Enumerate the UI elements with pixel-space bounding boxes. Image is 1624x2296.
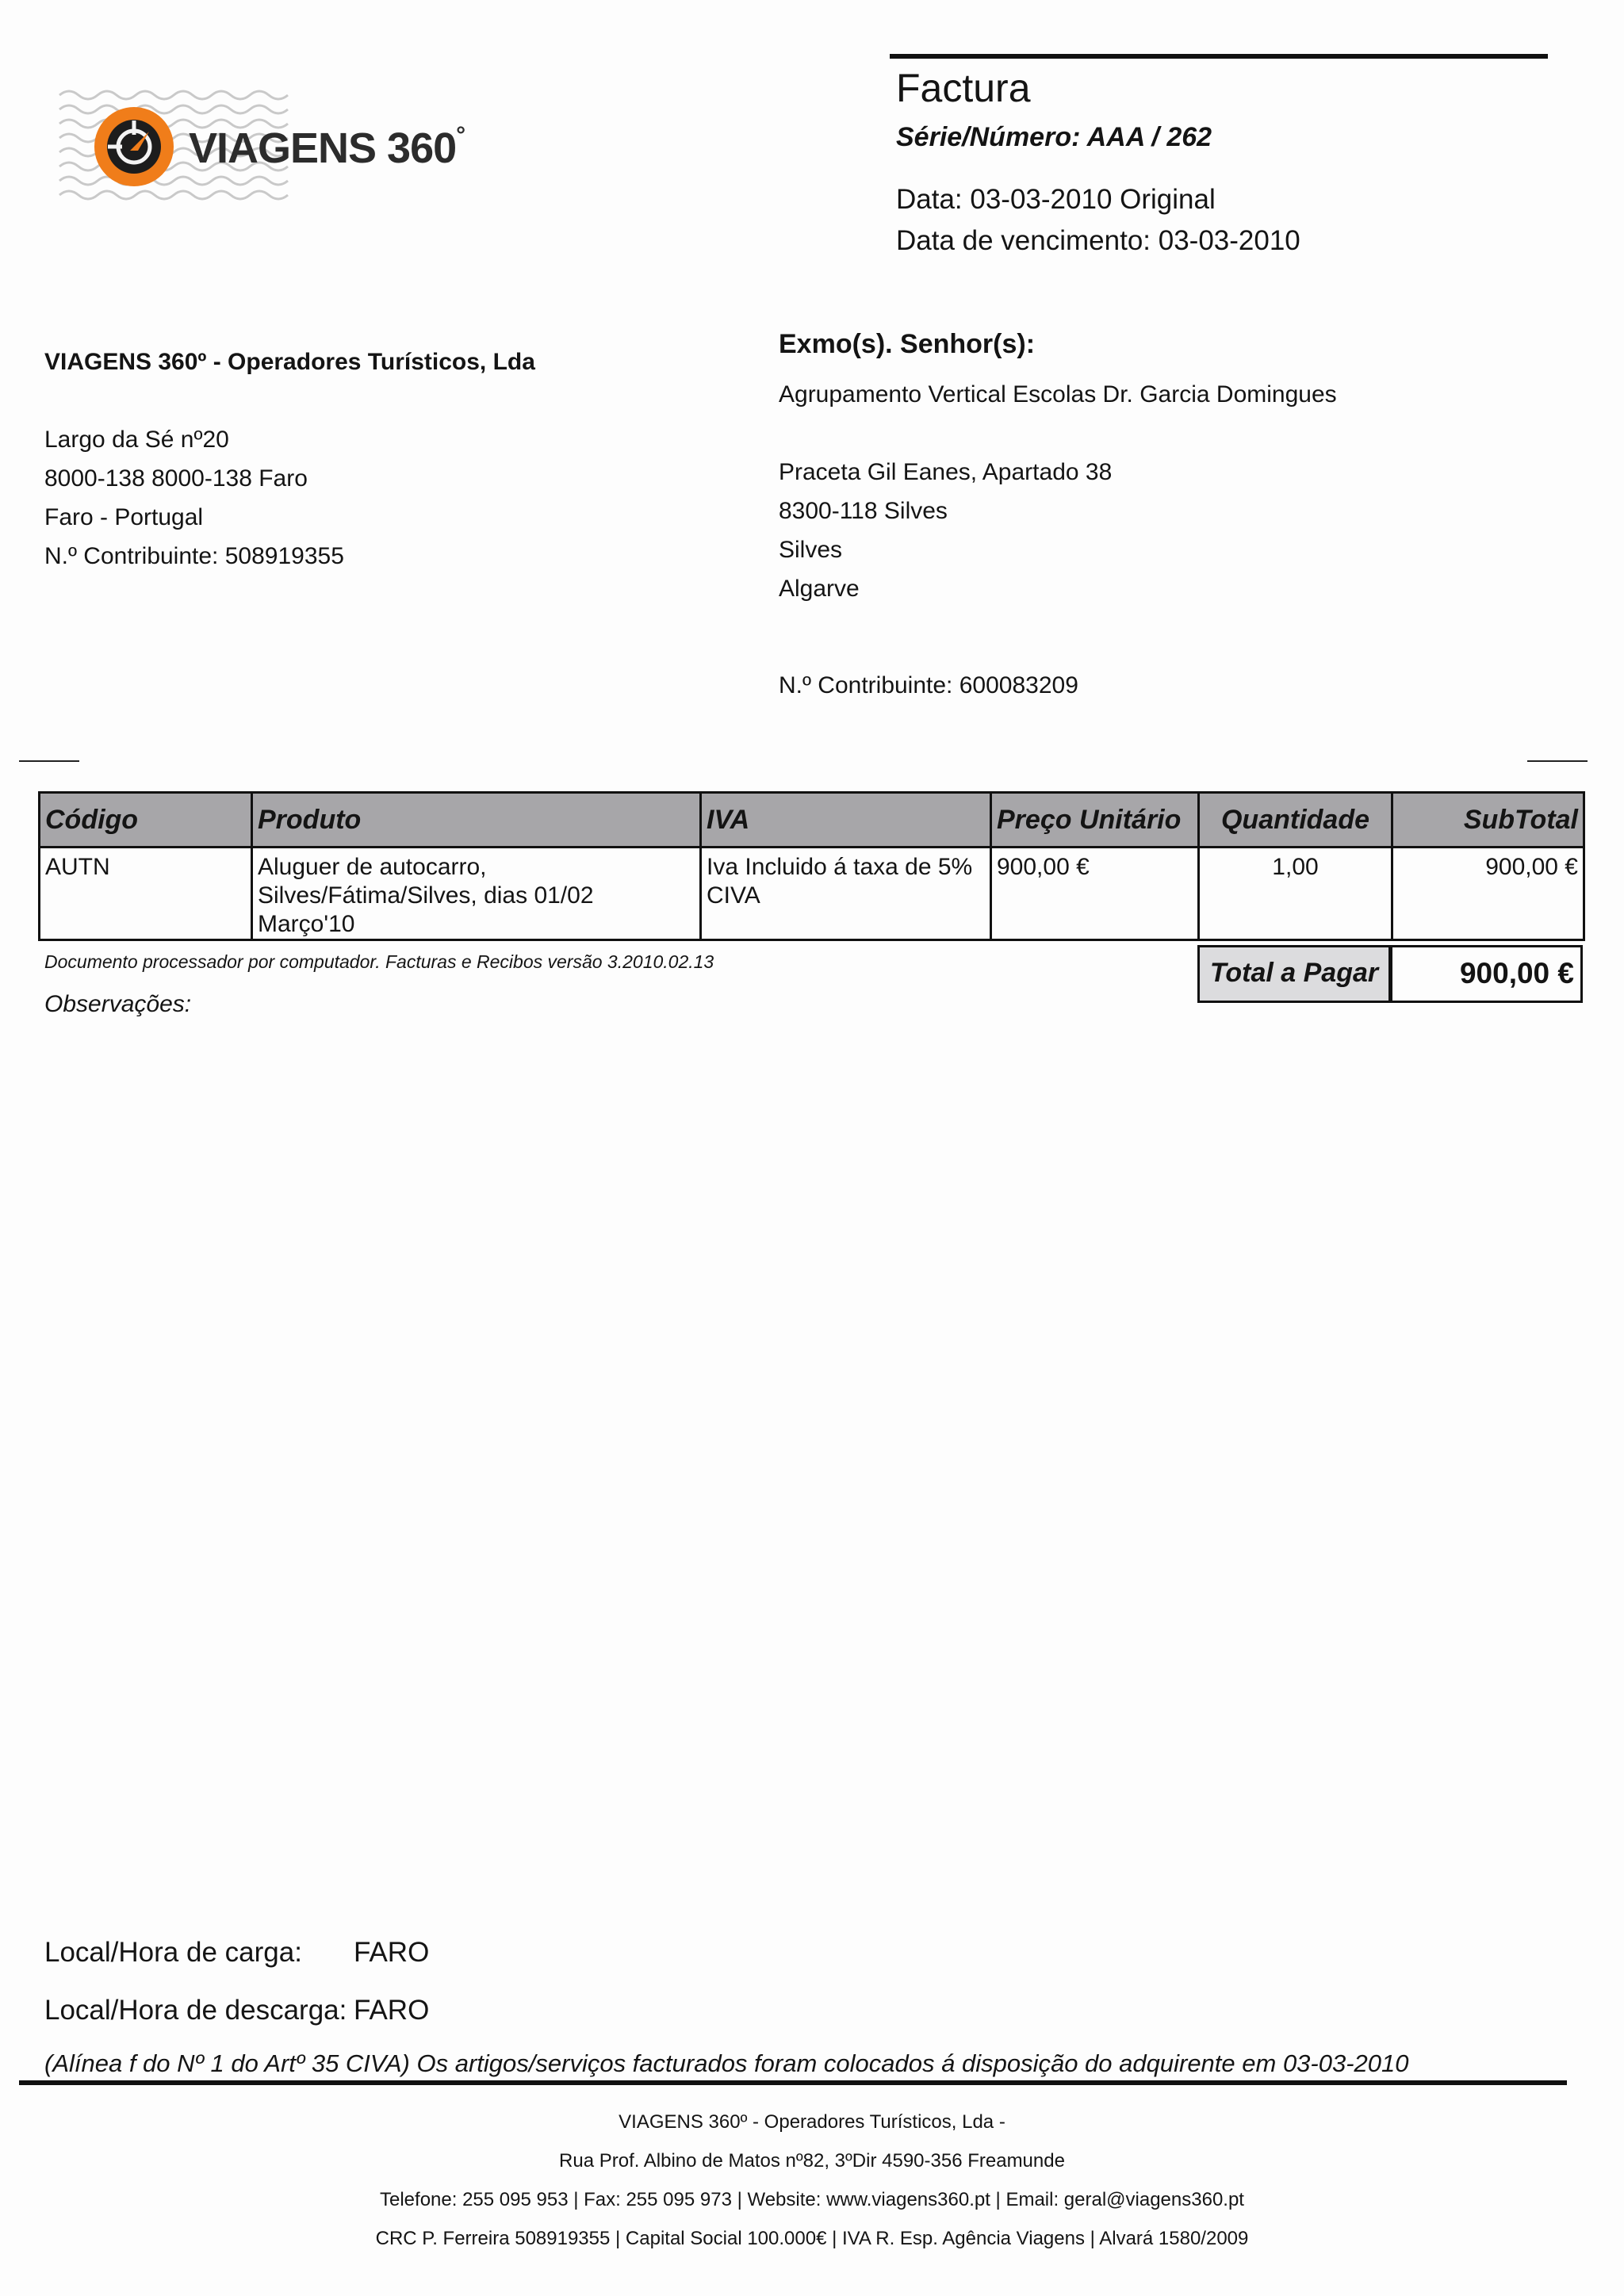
client-tax-id: N.º Contribuinte: 600083209 bbox=[779, 672, 1078, 698]
product-line: Aluguer de autocarro, bbox=[258, 854, 487, 880]
cell-quantity: 1,00 bbox=[1199, 848, 1392, 940]
invoice-title: Factura bbox=[896, 66, 1031, 110]
logo-wordmark: VIAGENS 360° bbox=[189, 122, 465, 172]
column-header-product: Produto bbox=[252, 793, 701, 848]
vat-line: CIVA bbox=[707, 882, 760, 909]
vat-line: Iva Incluido á taxa de 5% bbox=[707, 854, 973, 880]
invoice-due-date: Data de vencimento: 03-03-2010 bbox=[896, 225, 1300, 256]
total-label: Total a Pagar bbox=[1197, 945, 1391, 1003]
product-line: Março'10 bbox=[258, 911, 355, 937]
total-value: 900,00 € bbox=[1390, 945, 1583, 1003]
column-header-code: Código bbox=[40, 793, 252, 848]
sender-tax-id: N.º Contribuinte: 508919355 bbox=[44, 543, 344, 569]
sender-name: VIAGENS 360º - Operadores Turísticos, Lda bbox=[44, 349, 535, 375]
client-address-line: Algarve bbox=[779, 576, 860, 602]
invoice-series-number: Série/Número: AAA / 262 bbox=[896, 122, 1212, 152]
sender-address-line: Largo da Sé nº20 bbox=[44, 427, 229, 453]
client-name: Agrupamento Vertical Escolas Dr. Garcia Domingues bbox=[779, 381, 1337, 408]
cell-vat bbox=[701, 848, 991, 940]
footer bbox=[0, 2103, 1624, 2258]
observations-label: Observações: bbox=[44, 991, 192, 1017]
footer-line: Telefone: 255 095 953 | Fax: 255 095 973 | Website: www.viagens360.pt | Email: geral@viagens360.pt bbox=[380, 2189, 1244, 2210]
unload-location-label: Local/Hora de descarga: bbox=[44, 1995, 347, 2026]
load-location-label: Local/Hora de carga: bbox=[44, 1937, 302, 1968]
document-note: Documento processador por computador. Facturas e Recibos versão 3.2010.02.13 bbox=[44, 951, 714, 972]
unload-location-value: FARO bbox=[354, 1995, 430, 2026]
column-header-vat: IVA bbox=[701, 793, 991, 848]
invoice-date: Data: 03-03-2010 Original bbox=[896, 184, 1216, 215]
invoice-header-rule bbox=[890, 54, 1548, 59]
legal-note: (Alínea f do Nº 1 do Artº 35 CIVA) Os artigos/serviços facturados foram colocados á disposição do adquirente em 03-03-2010 bbox=[44, 2049, 1409, 2077]
cell-subtotal: 900,00 € bbox=[1392, 848, 1584, 940]
fold-mark-left bbox=[19, 760, 79, 762]
product-line: Silves/Fátima/Silves, dias 01/02 bbox=[258, 882, 594, 909]
load-location-value: FARO bbox=[354, 1937, 430, 1968]
cell-product bbox=[252, 848, 701, 940]
cell-code: AUTN bbox=[40, 848, 252, 940]
fold-mark-right bbox=[1527, 760, 1588, 762]
footer-line: Rua Prof. Albino de Matos nº82, 3ºDir 4590-356 Freamunde bbox=[559, 2150, 1065, 2172]
items-table bbox=[38, 791, 1585, 941]
client-heading: Exmo(s). Senhor(s): bbox=[779, 329, 1036, 359]
table-row bbox=[40, 848, 1584, 940]
client-address-line: 8300-118 Silves bbox=[779, 498, 948, 524]
column-header-quantity: Quantidade bbox=[1199, 793, 1392, 848]
client-block bbox=[779, 325, 1337, 705]
client-address-line: Silves bbox=[779, 537, 843, 563]
footer-rule bbox=[19, 2080, 1567, 2085]
column-header-unit-price: Preço Unitário bbox=[991, 793, 1199, 848]
company-logo bbox=[56, 79, 476, 214]
footer-line: VIAGENS 360º - Operadores Turísticos, Lda - bbox=[619, 2111, 1005, 2133]
sender-address-line: 8000-138 8000-138 Faro bbox=[44, 465, 308, 492]
sender-address-line: Faro - Portugal bbox=[44, 504, 204, 530]
column-header-subtotal: SubTotal bbox=[1392, 793, 1584, 848]
footer-line: CRC P. Ferreira 508919355 | Capital Social 100.000€ | IVA R. Esp. Agência Viagens | Alvará 1580/2009 bbox=[375, 2228, 1249, 2249]
table-header-row bbox=[40, 793, 1584, 848]
compass-icon bbox=[90, 103, 178, 190]
cell-unit-price: 900,00 € bbox=[991, 848, 1199, 940]
sender-block bbox=[44, 342, 535, 576]
client-address-line: Praceta Gil Eanes, Apartado 38 bbox=[779, 459, 1113, 485]
